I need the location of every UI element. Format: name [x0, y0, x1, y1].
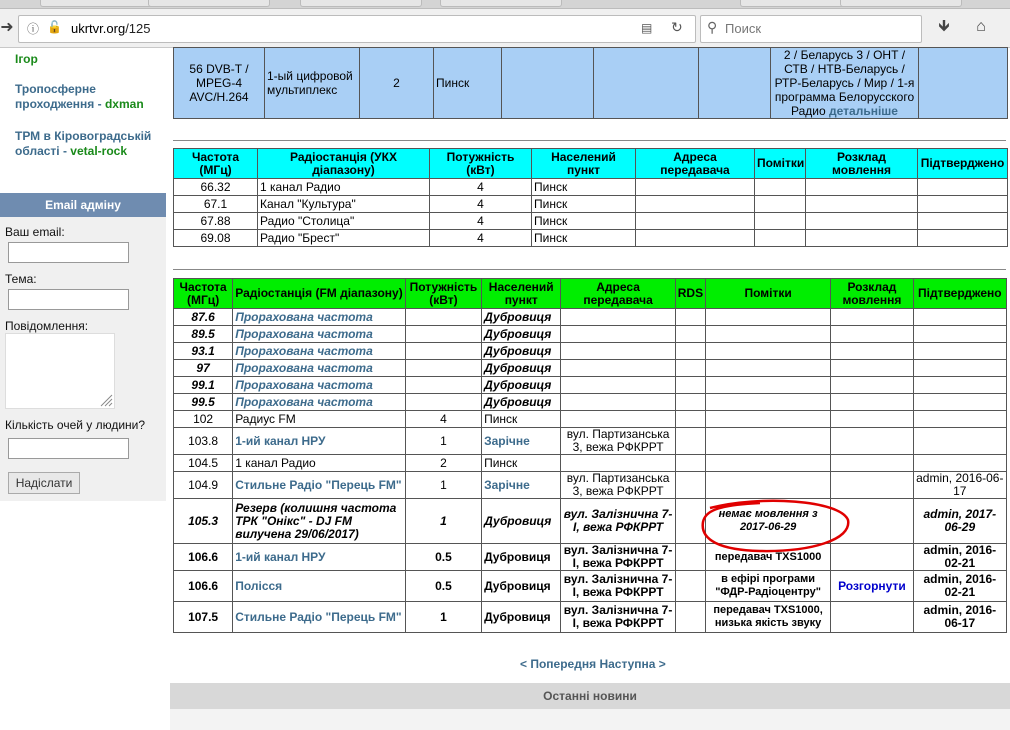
- table-row: [174, 428, 1007, 455]
- divider: [173, 269, 1006, 270]
- table-row: [174, 455, 1007, 472]
- address-cell: [561, 309, 675, 326]
- address-cell: вул. Залізнична 7-І, вежа РФКРРТ: [561, 602, 675, 633]
- rds-cell: [675, 602, 705, 633]
- email-admin-form: [0, 193, 166, 501]
- latest-news-header: Останні новини: [170, 683, 1010, 709]
- address-cell: [561, 343, 675, 360]
- station-cell: Радиус FM: [233, 411, 406, 428]
- sidebar-link-trm[interactable]: ТРМ в Кіровоградській області - vetal-rock: [15, 129, 152, 158]
- confirmed-cell: admin, 2016-02-21: [913, 544, 1006, 571]
- notes-cell: [755, 196, 806, 213]
- fm-header-row: [174, 279, 1007, 309]
- sidebar-link-tropo-user[interactable]: dxman: [104, 97, 144, 111]
- freq-cell: 69.08: [174, 230, 258, 247]
- station-cell[interactable]: Стильне Радіо "Перець FM": [233, 472, 406, 499]
- station-cell: 1 канал Радио: [258, 179, 430, 196]
- dvb-standard: 56 DVB-T / MPEG-4 AVC/H.264: [174, 48, 265, 119]
- schedule-cell: [831, 411, 913, 428]
- browser-tab[interactable]: [840, 0, 962, 7]
- table-row: [174, 394, 1007, 411]
- url-path: /125: [125, 21, 151, 36]
- table-row: [174, 196, 1008, 213]
- freq-cell: 89.5: [174, 326, 233, 343]
- power-cell: [405, 309, 481, 326]
- browser-toolbar: [0, 0, 1010, 48]
- rds-cell: [675, 571, 705, 602]
- notes-cell: [705, 343, 830, 360]
- table-row: [174, 213, 1008, 230]
- captcha-label: Кількість очей у людини?: [5, 418, 146, 432]
- info-icon[interactable]: ⓘ: [27, 22, 40, 36]
- address-cell: [561, 394, 675, 411]
- ukv-table: [173, 148, 1008, 247]
- notes-cell: передавач TXS1000, низька якість звуку: [705, 602, 830, 633]
- url-bar[interactable]: [18, 15, 696, 43]
- power-cell: 4: [405, 411, 481, 428]
- notes-cell: немає мовлення з 2017-06-29: [705, 499, 830, 544]
- prev-page-link[interactable]: < Попередня: [520, 657, 597, 671]
- freq-cell: 106.6: [174, 544, 233, 571]
- fm-table: [173, 278, 1007, 633]
- schedule-cell: [831, 544, 913, 571]
- city-cell: Дубровиця: [482, 309, 561, 326]
- confirmed-cell: [913, 309, 1006, 326]
- power-cell: 1: [405, 428, 481, 455]
- subject-label: Тема:: [5, 272, 37, 286]
- confirmed-cell: [913, 428, 1006, 455]
- table-row: [174, 411, 1007, 428]
- notes-cell: передавач TXS1000: [705, 544, 830, 571]
- confirmed-cell: [913, 343, 1006, 360]
- confirmed-cell: [913, 455, 1006, 472]
- city-cell: Дубровиця: [482, 343, 561, 360]
- dvb-empty: [502, 48, 594, 119]
- confirmed-cell: [913, 326, 1006, 343]
- address-cell: вул. Партизанська 3, вежа РФКРРТ: [561, 428, 675, 455]
- latest-news-body: [170, 709, 1010, 730]
- notes-cell: [755, 230, 806, 247]
- email-form-title: Email адміну: [0, 193, 166, 217]
- freq-cell: 87.6: [174, 309, 233, 326]
- power-cell: 0.5: [405, 571, 481, 602]
- fm-table-body: [174, 309, 1007, 633]
- city-cell: Пинск: [482, 455, 561, 472]
- power-cell: 1: [405, 499, 481, 544]
- dvb-row: [174, 48, 1008, 119]
- table-row: [174, 499, 1007, 544]
- freq-cell: 104.5: [174, 455, 233, 472]
- back-arrow-icon[interactable]: ➜: [0, 19, 14, 36]
- rds-cell: [675, 326, 705, 343]
- city-cell: Дубровиця: [482, 544, 561, 571]
- station-cell[interactable]: Прорахована частота: [233, 343, 406, 360]
- ukv-col-station[interactable]: Радіостанція (УКХ діапазону): [258, 149, 430, 179]
- reload-icon[interactable]: ↻: [671, 19, 683, 35]
- dvb-channels: [771, 48, 919, 119]
- schedule-cell: [831, 377, 913, 394]
- city-cell: Пинск: [532, 196, 636, 213]
- message-label: Повідомлення:: [5, 319, 89, 333]
- power-cell: 0.5: [405, 544, 481, 571]
- captcha-field[interactable]: [8, 438, 129, 459]
- ukv-col-schedule[interactable]: Розклад мовлення: [806, 149, 918, 179]
- confirmed-cell: [913, 411, 1006, 428]
- city-cell: Дубровиця: [482, 360, 561, 377]
- freq-cell: 99.5: [174, 394, 233, 411]
- ukv-header-row: [174, 149, 1008, 179]
- address-cell: [636, 196, 755, 213]
- station-cell[interactable]: Прорахована частота: [233, 360, 406, 377]
- dvb-empty: [594, 48, 699, 119]
- schedule-cell: [831, 428, 913, 455]
- table-row: [174, 602, 1007, 633]
- notes-cell: в ефірі програми "ФДР-Радіоцентру": [705, 571, 830, 602]
- confirmed-cell: [918, 213, 1008, 230]
- rds-cell: [675, 472, 705, 499]
- city-cell[interactable]: Зарічне: [482, 428, 561, 455]
- schedule-cell: [831, 343, 913, 360]
- station-cell[interactable]: Прорахована частота: [233, 394, 406, 411]
- fm-col-schedule[interactable]: Розклад мовлення: [831, 279, 913, 309]
- sidebar-link-trm-user[interactable]: vetal-rock: [70, 144, 127, 158]
- sidebar-link-tropo-title[interactable]: Тропосферне проходження: [15, 82, 96, 111]
- station-cell: Радио "Брест": [258, 230, 430, 247]
- fm-col-station[interactable]: Радіостанція (FM діапазону): [233, 279, 406, 309]
- fm-col-rds[interactable]: RDS: [675, 279, 705, 309]
- freq-cell: 99.1: [174, 377, 233, 394]
- next-page-link[interactable]: Наступна >: [599, 657, 666, 671]
- search-icon: ⚲: [707, 19, 718, 35]
- rds-cell: [675, 394, 705, 411]
- freq-cell: 102: [174, 411, 233, 428]
- schedule-cell: [806, 230, 918, 247]
- power-cell: 1: [405, 472, 481, 499]
- confirmed-cell: admin, 2017-06-29: [913, 499, 1006, 544]
- city-cell[interactable]: Зарічне: [482, 472, 561, 499]
- city-cell: Пинск: [532, 213, 636, 230]
- subject-field[interactable]: [8, 289, 129, 310]
- insecure-lock-icon[interactable]: 🔓: [47, 20, 62, 34]
- rds-cell: [675, 309, 705, 326]
- dvb-details-link[interactable]: детальніше: [829, 104, 898, 118]
- schedule-cell: [831, 472, 913, 499]
- notes-cell: [705, 394, 830, 411]
- dvb-empty: [699, 48, 771, 119]
- address-cell: вул. Партизанська 3, вежа РФКРРТ: [561, 472, 675, 499]
- schedule-cell[interactable]: Розгорнути: [831, 571, 913, 602]
- notes-cell: [705, 360, 830, 377]
- dvb-empty: [919, 48, 1008, 119]
- ukv-col-notes[interactable]: Помітки: [755, 149, 806, 179]
- schedule-cell: [831, 309, 913, 326]
- browser-tab[interactable]: [148, 0, 270, 7]
- sidebar-link-tropo[interactable]: Тропосферне проходження - dxman: [15, 82, 144, 111]
- station-cell[interactable]: Прорахована частота: [233, 309, 406, 326]
- station-cell: Радио "Столица": [258, 213, 430, 230]
- power-cell: 1: [405, 602, 481, 633]
- ukv-col-freq[interactable]: Частота (МГц): [174, 149, 258, 179]
- table-row: [174, 360, 1007, 377]
- city-cell: Дубровиця: [482, 377, 561, 394]
- dvb-mux: 1-ый цифровой мультиплекс: [265, 48, 360, 119]
- sidebar-link-top-user[interactable]: Ігор: [15, 52, 38, 66]
- freq-cell: 103.8: [174, 428, 233, 455]
- browser-tab[interactable]: [440, 0, 562, 7]
- pagination: [520, 657, 666, 671]
- download-icon[interactable]: 🡻: [938, 18, 950, 35]
- confirmed-cell: [913, 394, 1006, 411]
- table-row: [174, 377, 1007, 394]
- address-cell: вул. Залізнична 7-І, вежа РФКРРТ: [561, 499, 675, 544]
- table-row: [174, 179, 1008, 196]
- ukv-col-confirmed[interactable]: Підтверджено: [918, 149, 1008, 179]
- search-placeholder: Поиск: [725, 21, 762, 36]
- address-cell: [636, 230, 755, 247]
- power-cell: 2: [405, 455, 481, 472]
- freq-cell: 104.9: [174, 472, 233, 499]
- confirmed-cell: admin, 2016-06-17: [913, 472, 1006, 499]
- browser-tab[interactable]: [40, 0, 162, 7]
- power-cell: 4: [430, 196, 532, 213]
- city-cell: Пинск: [482, 411, 561, 428]
- notes-cell: [755, 213, 806, 230]
- rds-cell: [675, 544, 705, 571]
- ukv-col-power[interactable]: Потужність (кВт): [430, 149, 532, 179]
- confirmed-cell: [918, 230, 1008, 247]
- sidebar-link-trm-title[interactable]: ТРМ в Кіровоградській області: [15, 129, 152, 158]
- station-cell[interactable]: 1-ий канал НРУ: [233, 544, 406, 571]
- fm-col-notes[interactable]: Помітки: [705, 279, 830, 309]
- city-cell: Пинск: [532, 179, 636, 196]
- station-cell[interactable]: Стильне Радіо "Перець FM": [233, 602, 406, 633]
- fm-col-address[interactable]: Адреса передавача: [561, 279, 675, 309]
- freq-cell: 67.1: [174, 196, 258, 213]
- fm-col-city[interactable]: Населений пункт: [482, 279, 561, 309]
- rds-cell: [675, 377, 705, 394]
- home-icon[interactable]: ⌂: [976, 18, 986, 35]
- sidebar-link-top[interactable]: [15, 52, 38, 67]
- address-cell: [561, 455, 675, 472]
- station-cell: Канал "Культура": [258, 196, 430, 213]
- rds-cell: [675, 343, 705, 360]
- freq-cell: 107.5: [174, 602, 233, 633]
- freq-cell: 105.3: [174, 499, 233, 544]
- rds-cell: [675, 411, 705, 428]
- resize-handle-icon[interactable]: [99, 393, 113, 407]
- power-cell: [405, 394, 481, 411]
- reader-view-icon[interactable]: ▤: [641, 21, 653, 35]
- freq-cell: 106.6: [174, 571, 233, 602]
- station-cell[interactable]: 1-ий канал НРУ: [233, 428, 406, 455]
- freq-cell: 67.88: [174, 213, 258, 230]
- address-cell: вул. Залізнична 7-І, вежа РФКРРТ: [561, 571, 675, 602]
- table-row: [174, 472, 1007, 499]
- table-row: [174, 309, 1007, 326]
- station-cell: 1 канал Радио: [233, 455, 406, 472]
- confirmed-cell: [913, 360, 1006, 377]
- power-cell: 4: [430, 230, 532, 247]
- divider: [173, 140, 1006, 141]
- rds-cell: [675, 499, 705, 544]
- dvb-count: 2: [360, 48, 434, 119]
- confirmed-cell: admin, 2016-02-21: [913, 571, 1006, 602]
- address-cell: [561, 326, 675, 343]
- sidebar: [0, 48, 166, 730]
- dvb-city: Пинск: [434, 48, 502, 119]
- power-cell: [405, 360, 481, 377]
- table-row: [174, 230, 1008, 247]
- schedule-cell: [831, 326, 913, 343]
- city-cell: Дубровиця: [482, 602, 561, 633]
- ukv-col-address[interactable]: Адреса передавача: [636, 149, 755, 179]
- browser-tab[interactable]: [300, 0, 422, 7]
- notes-cell: [705, 377, 830, 394]
- notes-cell: [705, 428, 830, 455]
- table-row: [174, 343, 1007, 360]
- tab-strip: [0, 0, 1010, 9]
- fm-col-freq[interactable]: Частота (МГц): [174, 279, 233, 309]
- power-cell: 4: [430, 213, 532, 230]
- station-cell[interactable]: Полісся: [233, 571, 406, 602]
- table-row: [174, 544, 1007, 571]
- address-cell: [636, 213, 755, 230]
- power-cell: 4: [430, 179, 532, 196]
- notes-cell: [755, 179, 806, 196]
- station-cell[interactable]: Прорахована частота: [233, 326, 406, 343]
- address-cell: [636, 179, 755, 196]
- confirmed-cell: [913, 377, 1006, 394]
- schedule-cell: [806, 213, 918, 230]
- confirmed-cell: [918, 196, 1008, 213]
- schedule-cell: [831, 455, 913, 472]
- notes-cell: [705, 455, 830, 472]
- address-cell: вул. Залізнична 7-І, вежа РФКРРТ: [561, 544, 675, 571]
- freq-cell: 93.1: [174, 343, 233, 360]
- fm-col-confirmed[interactable]: Підтверджено: [913, 279, 1006, 309]
- address-cell: [561, 360, 675, 377]
- rds-cell: [675, 428, 705, 455]
- schedule-cell: [806, 196, 918, 213]
- power-cell: [405, 343, 481, 360]
- city-cell: Дубровиця: [482, 394, 561, 411]
- email-field[interactable]: [8, 242, 129, 263]
- freq-cell: 97: [174, 360, 233, 377]
- message-textarea[interactable]: [5, 333, 115, 409]
- url-host: ukrtvr.org: [71, 21, 126, 36]
- email-label: Ваш email:: [5, 225, 65, 239]
- power-cell: [405, 377, 481, 394]
- rds-cell: [675, 360, 705, 377]
- station-cell[interactable]: Прорахована частота: [233, 377, 406, 394]
- confirmed-cell: admin, 2016-06-17: [913, 602, 1006, 633]
- city-cell: Дубровиця: [482, 326, 561, 343]
- schedule-cell: [806, 179, 918, 196]
- search-box[interactable]: [700, 15, 922, 43]
- city-cell: Дубровиця: [482, 571, 561, 602]
- power-cell: [405, 326, 481, 343]
- table-row: [174, 326, 1007, 343]
- station-cell: Резерв (колишня частота ТРК "Онікс" - DJ FM вилучена 29/06/2017): [233, 499, 406, 544]
- address-cell: [561, 377, 675, 394]
- schedule-cell: [831, 394, 913, 411]
- notes-cell: [705, 411, 830, 428]
- confirmed-cell: [918, 179, 1008, 196]
- city-cell: Дубровиця: [482, 499, 561, 544]
- fm-col-power[interactable]: Потужність (кВт): [405, 279, 481, 309]
- dvb-table: [173, 47, 1008, 119]
- notes-cell: [705, 326, 830, 343]
- address-cell: [561, 411, 675, 428]
- table-row: [174, 571, 1007, 602]
- ukv-col-city[interactable]: Населений пункт: [532, 149, 636, 179]
- notes-cell: [705, 472, 830, 499]
- schedule-cell: [831, 360, 913, 377]
- freq-cell: 66.32: [174, 179, 258, 196]
- schedule-cell: [831, 602, 913, 633]
- city-cell: Пинск: [532, 230, 636, 247]
- url-text[interactable]: [71, 21, 151, 36]
- submit-button[interactable]: Надіслати: [8, 472, 80, 494]
- schedule-cell: [831, 499, 913, 544]
- rds-cell: [675, 455, 705, 472]
- dvb-channels-text: 2 / Беларусь 3 / ОНТ / СТВ / НТВ-Беларусь / РТР-Беларусь / Мир / 1-я программа Белорусского Радио: [774, 48, 915, 118]
- notes-cell: [705, 309, 830, 326]
